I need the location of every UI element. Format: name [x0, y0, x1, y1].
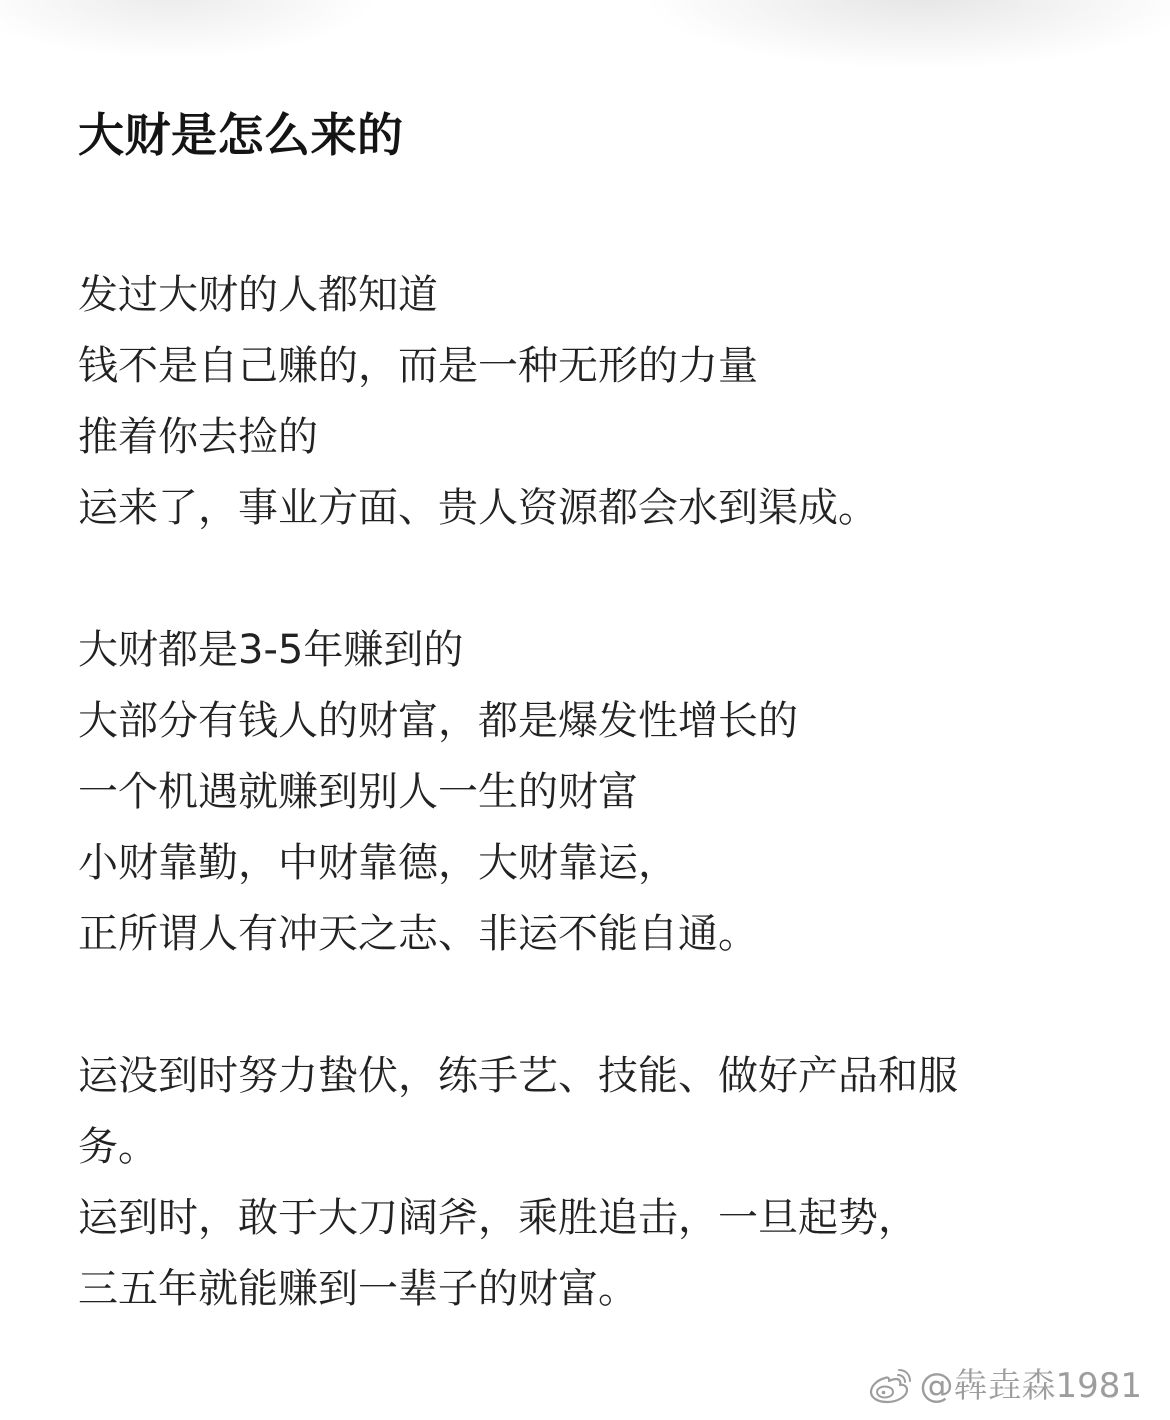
text-line: 运来了，事业方面、贵人资源都会水到渠成。	[78, 485, 878, 531]
text-line: 运到时，敢于大刀阔斧，乘胜追击，一旦起势，	[78, 1195, 918, 1241]
text-line: 钱不是自己赚的，而是一种无形的力量	[78, 343, 758, 389]
text-line: 正所谓人有冲天之志、非运不能自通。	[78, 911, 758, 957]
paragraph-1	[78, 260, 1108, 544]
article-body	[78, 260, 1108, 1325]
text-line: 一个机遇就赚到别人一生的财富	[78, 769, 638, 815]
article-title: 大财是怎么来的	[78, 108, 404, 162]
text-line: 推着你去捡的	[78, 414, 318, 460]
text-line: 小财靠勤，中财靠德，大财靠运，	[78, 840, 678, 886]
watermark	[867, 1366, 1142, 1406]
article	[78, 103, 1108, 1325]
text-line: 大财都是3-5年赚到的	[78, 627, 464, 673]
text-line: 发过大财的人都知道	[78, 272, 438, 318]
weibo-icon	[867, 1368, 911, 1404]
text-line: 大部分有钱人的财富，都是爆发性增长的	[78, 698, 798, 744]
top-shadow-left	[0, 0, 380, 60]
paragraph-2	[78, 615, 1108, 970]
text-line: 运没到时努力蛰伏，练手艺、技能、做好产品和服	[78, 1053, 958, 1099]
text-line: 务。	[78, 1124, 158, 1170]
top-shadow-right	[640, 0, 1170, 70]
text-line: 三五年就能赚到一辈子的财富。	[78, 1266, 638, 1312]
paragraph-3	[78, 1041, 1108, 1325]
watermark-text: @犇垚森1981	[919, 1366, 1142, 1406]
